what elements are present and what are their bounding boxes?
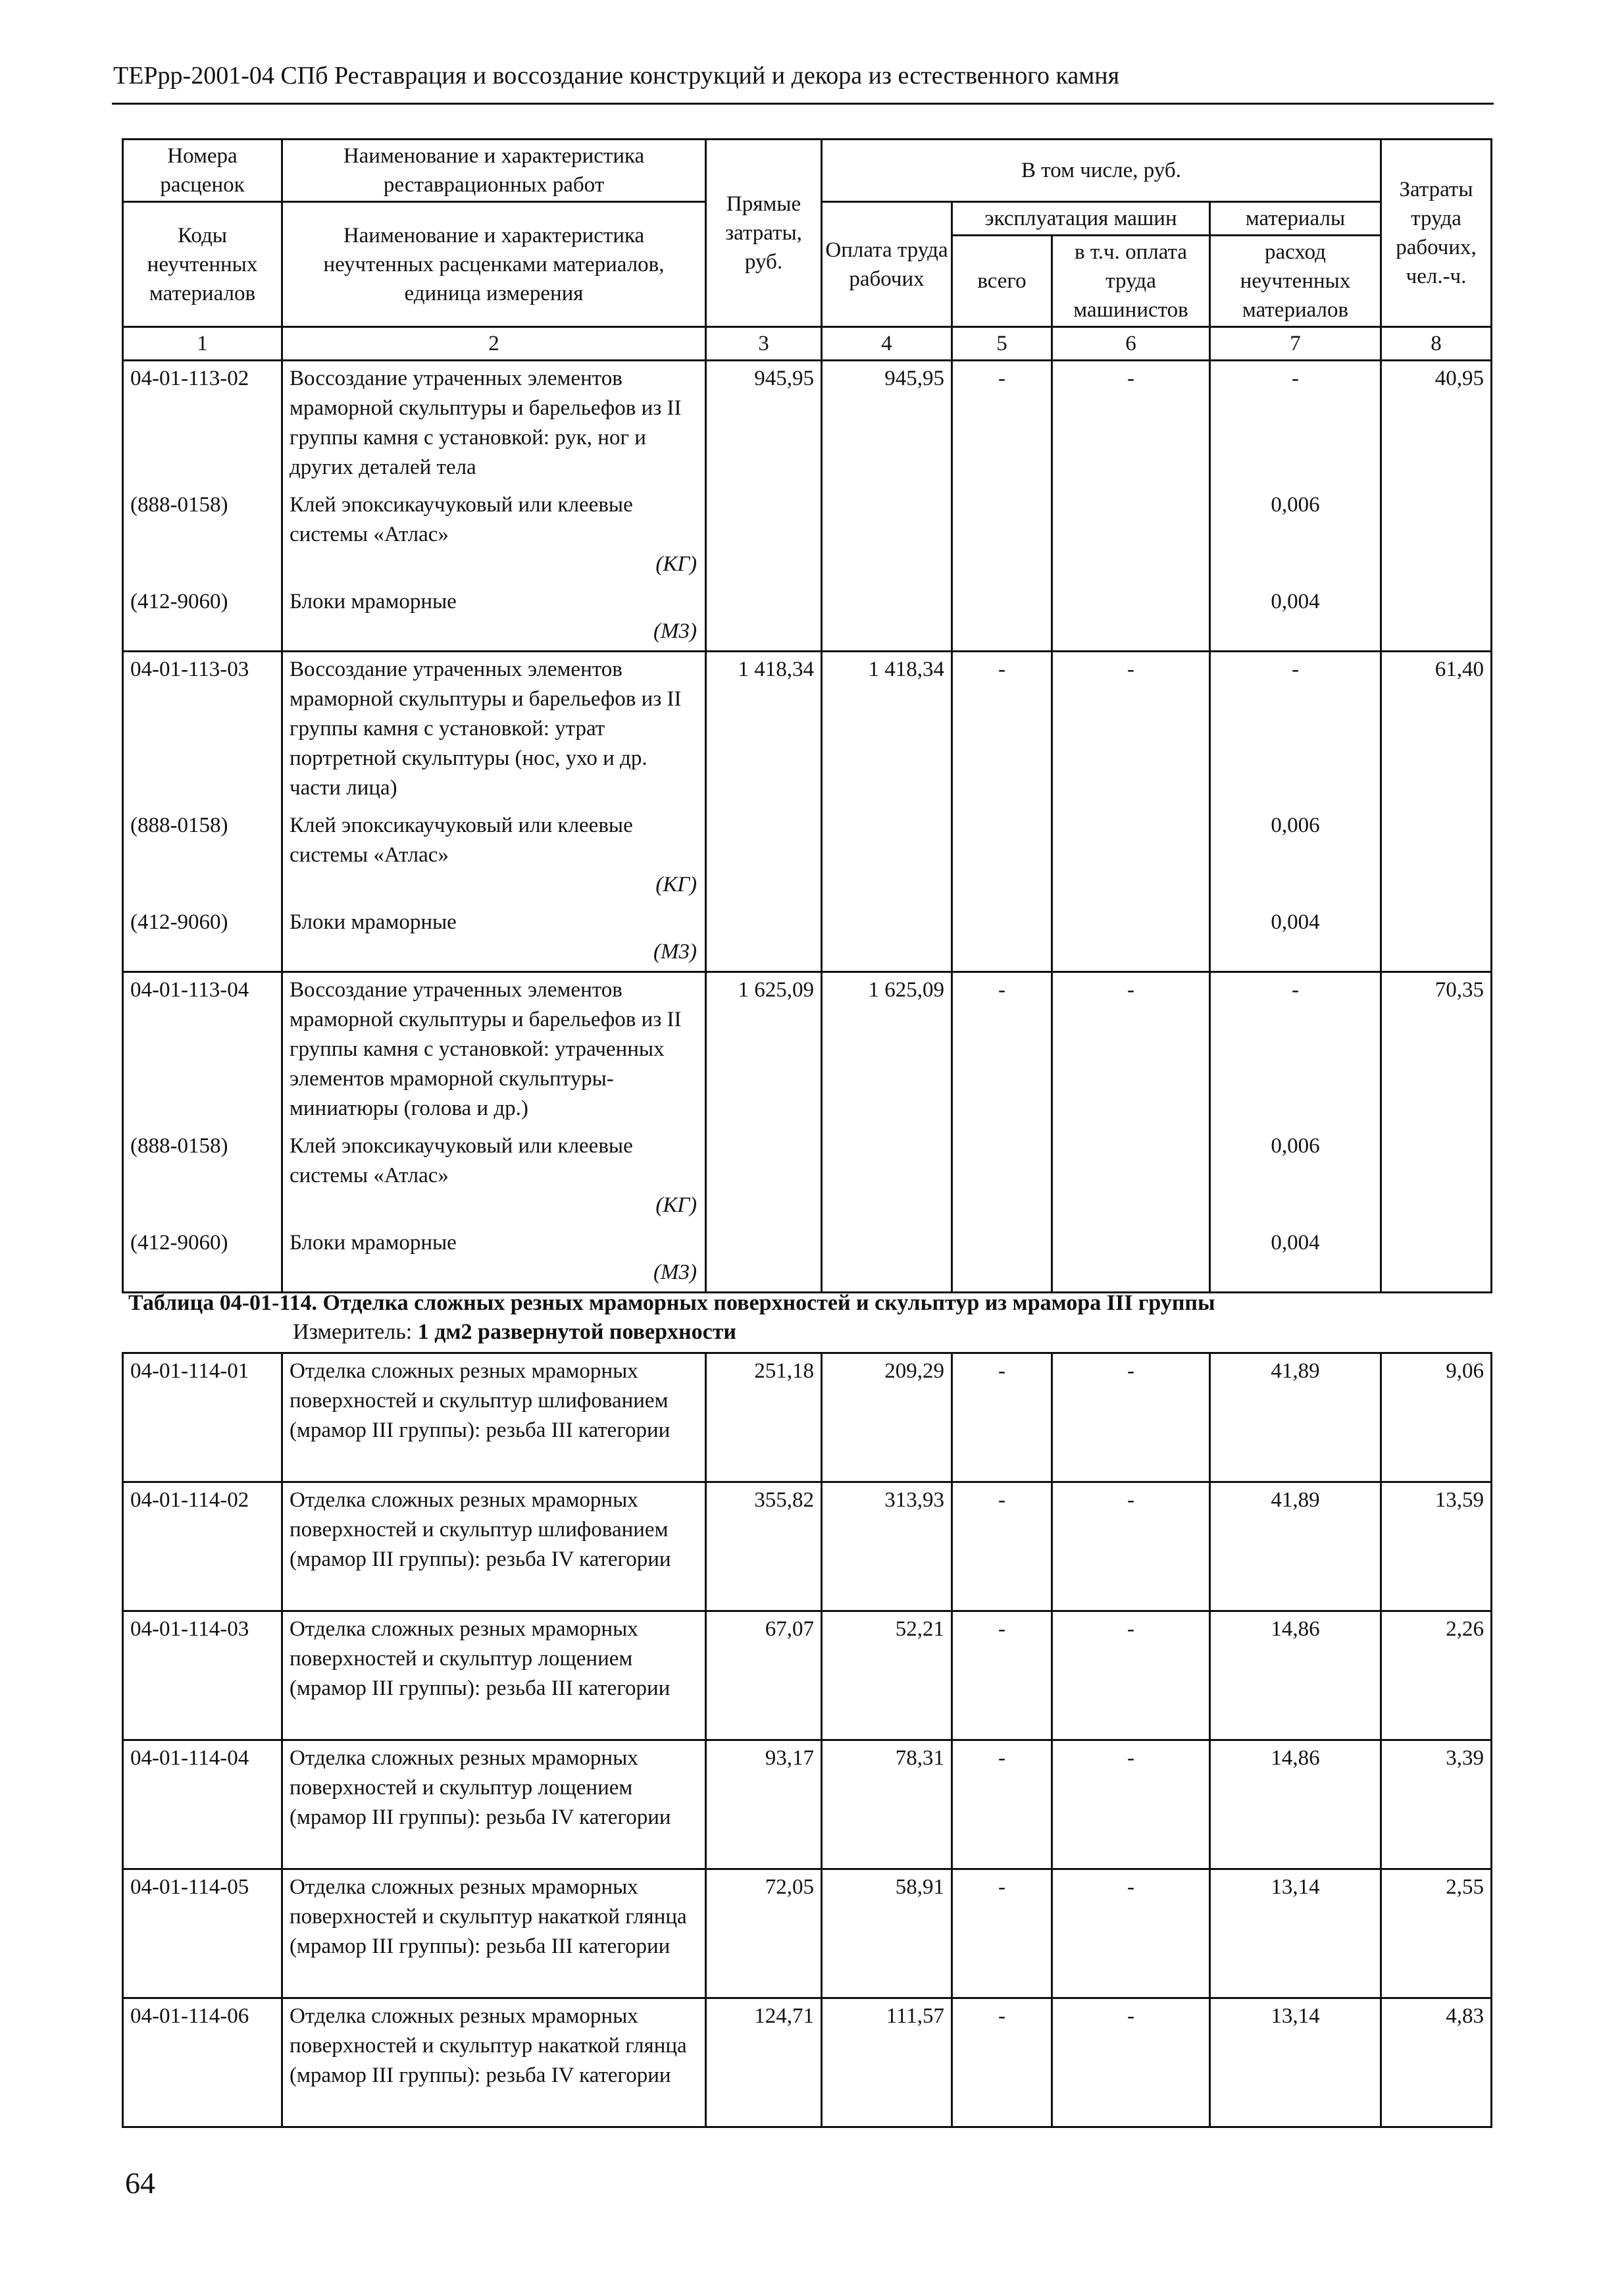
material-name-text: Клей эпоксикаучуковый или клеевые системы «Атлас»: [290, 814, 633, 867]
direct-costs: 945,95: [706, 361, 822, 486]
machinist-pay: -: [1052, 361, 1210, 486]
empty-cell: [1381, 1223, 1492, 1293]
machinist-pay: -: [1052, 972, 1210, 1127]
rates-table-114: [122, 1352, 1492, 2128]
rate-name: Воссоздание утраченных элементов мраморной скульптуры и барельефов из II группы камня с установкой: утрат портретной скульптуры (нос, ухо и др. части лица): [282, 652, 706, 806]
page-number: 64: [125, 2166, 155, 2200]
material-qty: 0,006: [1210, 1126, 1381, 1223]
direct-costs: 1 418,34: [706, 652, 822, 806]
material-qty: 0,004: [1210, 1223, 1381, 1293]
materials: 14,86: [1210, 1740, 1381, 1869]
materials: 41,89: [1210, 1482, 1381, 1611]
machinist-pay: -: [1052, 1611, 1210, 1740]
empty-cell: [1381, 485, 1492, 582]
empty-cell: [1381, 806, 1492, 902]
table-row: [123, 652, 1492, 806]
empty-cell: [1052, 582, 1210, 652]
materials: 13,14: [1210, 1998, 1381, 2127]
rate-name: Отделка сложных резных мраморных поверхностей и скульптур лощением (мрамор III группы): резьба III категории: [282, 1611, 706, 1740]
labor-hours: 40,95: [1381, 361, 1492, 486]
empty-cell: [952, 1223, 1052, 1293]
empty-cell: [706, 902, 822, 972]
materials: 14,86: [1210, 1611, 1381, 1740]
machines-total: -: [952, 1998, 1052, 2127]
material-row: [123, 1223, 1492, 1293]
machines-total: -: [952, 1740, 1052, 1869]
material-name: [282, 582, 706, 652]
empty-cell: [1052, 1126, 1210, 1223]
unit-label: (КГ): [655, 552, 697, 576]
labor-hours: 61,40: [1381, 652, 1492, 806]
unit-label: (М3): [653, 1260, 697, 1284]
caption-meter-label: Измеритель:: [293, 1320, 413, 1344]
labor-hours: 70,35: [1381, 972, 1492, 1127]
rate-code: 04-01-113-04: [123, 972, 282, 1127]
empty-cell: [1052, 1223, 1210, 1293]
material-name: [282, 902, 706, 972]
material-name: [282, 1223, 706, 1293]
rate-code: 04-01-114-03: [123, 1611, 282, 1740]
caption-title: Таблица 04-01-114. Отделка сложных резных мраморных поверхностей и скульптур из мрамора III группы: [128, 1291, 1215, 1315]
machinist-pay: -: [1052, 652, 1210, 806]
labor-hours: 2,26: [1381, 1611, 1492, 1740]
material-code: (412-9060): [123, 902, 282, 972]
machines-total: -: [952, 1611, 1052, 1740]
machines-total: -: [952, 1482, 1052, 1611]
rate-name: Отделка сложных резных мраморных поверхностей и скульптур лощением (мрамор III группы): резьба IV категории: [282, 1740, 706, 1869]
labor-pay: 58,91: [822, 1869, 952, 1998]
materials: 13,14: [1210, 1869, 1381, 1998]
table-row: [123, 361, 1492, 486]
empty-cell: [1052, 485, 1210, 582]
material-qty: 0,004: [1210, 582, 1381, 652]
labor-hours: 9,06: [1381, 1353, 1492, 1482]
col-number: 4: [822, 327, 952, 361]
rate-code: 04-01-114-01: [123, 1353, 282, 1482]
materials: -: [1210, 652, 1381, 806]
col-number: 3: [706, 327, 822, 361]
empty-cell: [1381, 582, 1492, 652]
header-codes: Коды неучтенных материалов: [123, 202, 282, 327]
header-name-materials: Наименование и характеристика неучтенных расценками материалов, единица измерения: [282, 202, 706, 327]
machines-total: -: [952, 1869, 1052, 1998]
machines-total: -: [952, 1353, 1052, 1482]
empty-cell: [822, 582, 952, 652]
table-row: [123, 1869, 1492, 1998]
labor-pay: 111,57: [822, 1998, 952, 2127]
material-qty: 0,004: [1210, 902, 1381, 972]
page-header: ТЕРрр-2001-04 СПб Реставрация и воссоздание конструкций и декора из естественного камня: [113, 62, 1120, 90]
header-nomera: Номера расценок: [123, 140, 282, 202]
header-machines-total: всего: [952, 236, 1052, 327]
table-row: [123, 1998, 1492, 2127]
machinist-pay: -: [1052, 1869, 1210, 1998]
table-row: [123, 972, 1492, 1127]
col-number: 1: [123, 327, 282, 361]
labor-pay: 1 625,09: [822, 972, 952, 1127]
empty-cell: [952, 582, 1052, 652]
labor-pay: 1 418,34: [822, 652, 952, 806]
empty-cell: [1381, 1126, 1492, 1223]
labor-pay: 78,31: [822, 1740, 952, 1869]
empty-cell: [822, 485, 952, 582]
col-number: 2: [282, 327, 706, 361]
col-number: 8: [1381, 327, 1492, 361]
rate-code: 04-01-114-02: [123, 1482, 282, 1611]
rate-code: 04-01-114-06: [123, 1998, 282, 2127]
rate-name: Воссоздание утраченных элементов мраморной скульптуры и барельефов из II группы камня с установкой: утраченных элементов мраморной скульптуры-миниатюры (голова и др.): [282, 972, 706, 1127]
material-name-text: Блоки мраморные: [290, 910, 457, 934]
header-labor-hours: Затраты труда рабочих, чел.-ч.: [1381, 140, 1492, 327]
material-name: [282, 1126, 706, 1223]
direct-costs: 124,71: [706, 1998, 822, 2127]
labor-hours: 2,55: [1381, 1869, 1492, 1998]
direct-costs: 1 625,09: [706, 972, 822, 1127]
direct-costs: 355,82: [706, 1482, 822, 1611]
col-number: 5: [952, 327, 1052, 361]
unit-label: (М3): [653, 940, 697, 964]
empty-cell: [706, 1126, 822, 1223]
col-number: 7: [1210, 327, 1381, 361]
empty-cell: [822, 806, 952, 902]
labor-pay: 209,29: [822, 1353, 952, 1482]
rates-table-113: [122, 138, 1492, 1293]
rate-code: 04-01-114-05: [123, 1869, 282, 1998]
empty-cell: [1381, 902, 1492, 972]
empty-cell: [706, 806, 822, 902]
material-code: (888-0158): [123, 1126, 282, 1223]
unit-label: (М3): [653, 619, 697, 643]
header-including: В том числе, руб.: [822, 140, 1381, 202]
material-qty: 0,006: [1210, 485, 1381, 582]
material-code: (412-9060): [123, 582, 282, 652]
header-material-usage: расход неучтенных материалов: [1210, 236, 1381, 327]
materials: -: [1210, 361, 1381, 486]
machines-total: -: [952, 652, 1052, 806]
table-row: [123, 1482, 1492, 1611]
materials: 41,89: [1210, 1353, 1381, 1482]
header-labor-pay: Оплата труда рабочих: [822, 202, 952, 327]
empty-cell: [822, 1223, 952, 1293]
machinist-pay: -: [1052, 1740, 1210, 1869]
labor-pay: 945,95: [822, 361, 952, 486]
rate-name: Отделка сложных резных мраморных поверхностей и скульптур шлифованием (мрамор III группы): резьба III категории: [282, 1353, 706, 1482]
machines-total: -: [952, 972, 1052, 1127]
material-code: (888-0158): [123, 485, 282, 582]
direct-costs: 72,05: [706, 1869, 822, 1998]
material-code: (412-9060): [123, 1223, 282, 1293]
empty-cell: [822, 902, 952, 972]
labor-pay: 313,93: [822, 1482, 952, 1611]
table-row: [123, 1353, 1492, 1482]
col-number: 6: [1052, 327, 1210, 361]
machinist-pay: -: [1052, 1482, 1210, 1611]
material-name-text: Блоки мраморные: [290, 1231, 457, 1255]
labor-hours: 13,59: [1381, 1482, 1492, 1611]
empty-cell: [822, 1126, 952, 1223]
direct-costs: 93,17: [706, 1740, 822, 1869]
rate-name: Воссоздание утраченных элементов мраморной скульптуры и барельефов из II группы камня с установкой: рук, ног и других деталей тела: [282, 361, 706, 486]
direct-costs: 251,18: [706, 1353, 822, 1482]
rate-name: Отделка сложных резных мраморных поверхностей и скульптур накаткой глянца (мрамор III группы): резьба III категории: [282, 1869, 706, 1998]
material-name: [282, 485, 706, 582]
material-row: [123, 1126, 1492, 1223]
rate-name: Отделка сложных резных мраморных поверхностей и скульптур шлифованием (мрамор III группы): резьба IV категории: [282, 1482, 706, 1611]
rate-code: 04-01-114-04: [123, 1740, 282, 1869]
empty-cell: [952, 806, 1052, 902]
material-name: [282, 806, 706, 902]
material-name-text: Клей эпоксикаучуковый или клеевые системы «Атлас»: [290, 1134, 633, 1187]
empty-cell: [952, 1126, 1052, 1223]
machines-total: -: [952, 361, 1052, 486]
header-materials: материалы: [1210, 202, 1381, 236]
unit-label: (КГ): [655, 1193, 697, 1217]
material-qty: 0,006: [1210, 806, 1381, 902]
table-caption: [128, 1289, 1490, 1347]
empty-cell: [952, 902, 1052, 972]
labor-pay: 52,21: [822, 1611, 952, 1740]
table-row: [123, 1740, 1492, 1869]
machinist-pay: -: [1052, 1998, 1210, 2127]
caption-meter: [128, 1318, 1490, 1347]
material-code: (888-0158): [123, 806, 282, 902]
header-machines: эксплуатация машин: [952, 202, 1210, 236]
material-name-text: Клей эпоксикаучуковый или клеевые системы «Атлас»: [290, 493, 633, 546]
material-row: [123, 806, 1492, 902]
materials: -: [1210, 972, 1381, 1127]
header-name-works: Наименование и характеристика реставрационных работ: [282, 140, 706, 202]
empty-cell: [706, 1223, 822, 1293]
header-rule: [112, 103, 1494, 105]
empty-cell: [1052, 902, 1210, 972]
material-name-text: Блоки мраморные: [290, 590, 457, 613]
machinist-pay: -: [1052, 1353, 1210, 1482]
direct-costs: 67,07: [706, 1611, 822, 1740]
table-row: [123, 1611, 1492, 1740]
caption-meter-value: 1 дм2 развернутой поверхности: [417, 1320, 736, 1344]
material-row: [123, 485, 1492, 582]
material-row: [123, 902, 1492, 972]
empty-cell: [952, 485, 1052, 582]
empty-cell: [1052, 806, 1210, 902]
rate-name: Отделка сложных резных мраморных поверхностей и скульптур накаткой глянца (мрамор III группы): резьба IV категории: [282, 1998, 706, 2127]
labor-hours: 4,83: [1381, 1998, 1492, 2127]
rate-code: 04-01-113-02: [123, 361, 282, 486]
empty-cell: [706, 485, 822, 582]
empty-cell: [706, 582, 822, 652]
material-row: [123, 582, 1492, 652]
rate-code: 04-01-113-03: [123, 652, 282, 806]
labor-hours: 3,39: [1381, 1740, 1492, 1869]
header-direct-costs: Прямые затраты, руб.: [706, 140, 822, 327]
header-machinist-pay: в т.ч. оплата труда машинистов: [1052, 236, 1210, 327]
unit-label: (КГ): [655, 873, 697, 896]
